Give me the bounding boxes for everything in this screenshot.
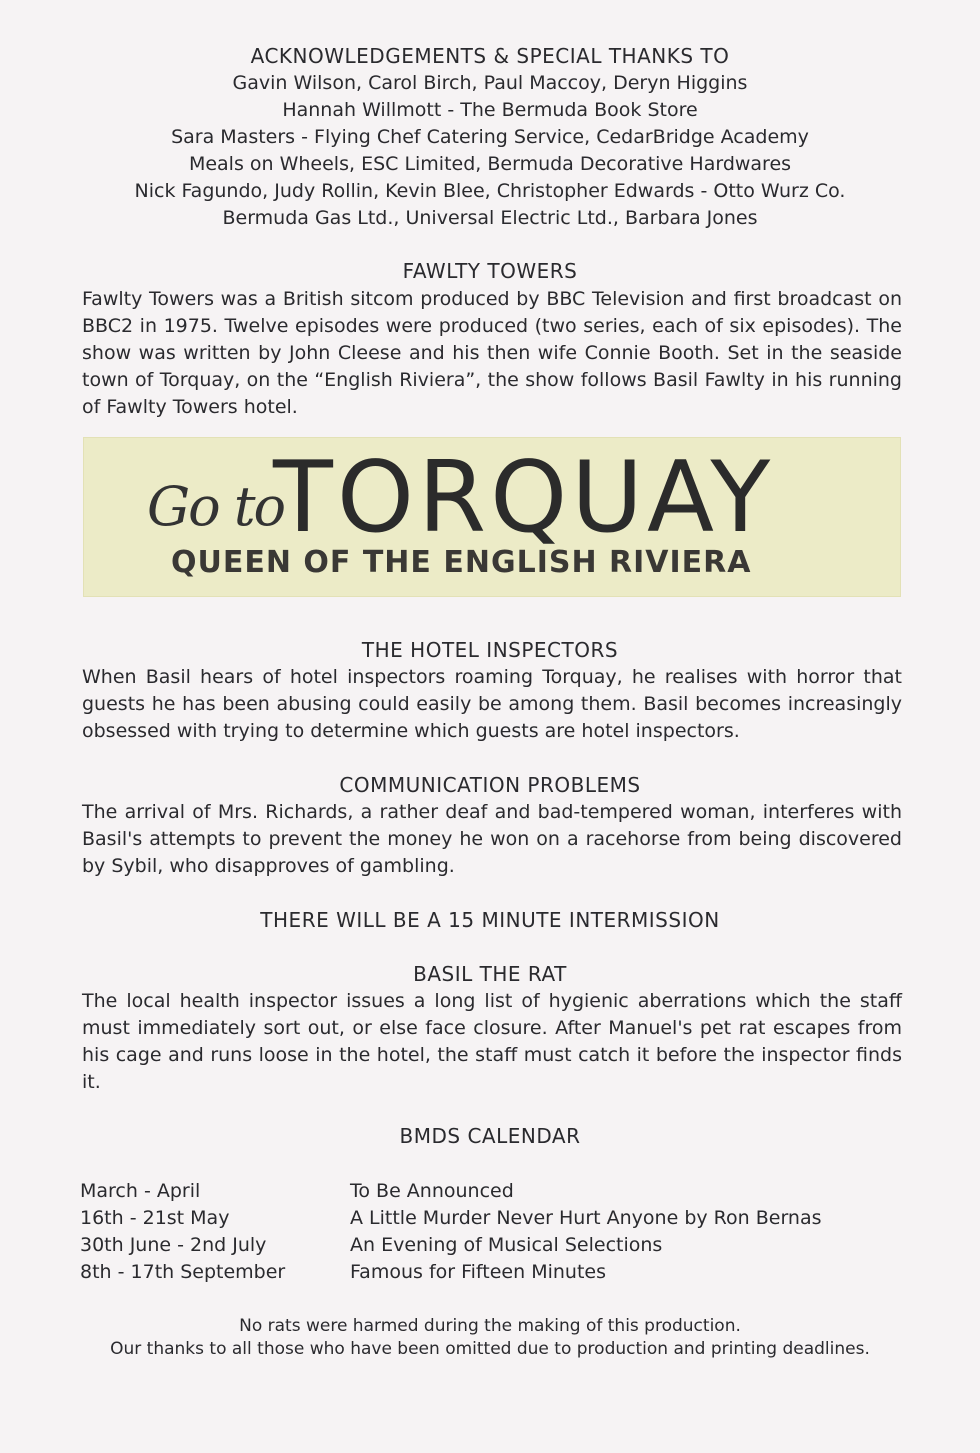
calendar-date: 8th - 17th September — [80, 1261, 286, 1283]
banner-goto-text: Go to — [147, 475, 285, 538]
calendar-row — [80, 1232, 910, 1259]
calendar-row — [80, 1178, 910, 1205]
footer-rats-note: No rats were harmed during the making of this production. — [239, 1316, 741, 1336]
fawlty-towers-text: Fawlty Towers was a British sitcom produced by BBC Television and first broadcast on BBC2 in 1975. Twelve episodes were produced (two series, each of six episodes). The show was written by John Cleese and his then wife Connie Booth. Set in the seaside town of Torquay, on the “English Riviera”, the show follows Basil Fawlty in his running of Fawlty Towers hotel. — [82, 288, 902, 418]
banner-city-text: TORQUAY — [273, 441, 775, 555]
calendar-row — [80, 1259, 910, 1286]
hotel-inspectors-text: When Basil hears of hotel inspectors roaming Torquay, he realises with horror that guests he has been abusing could easily be among them. Basil becomes increasingly obsessed with trying to determine which guests are hotel inspectors. — [82, 666, 902, 742]
communication-problems-title: COMMUNICATION PROBLEMS — [339, 773, 641, 797]
calendar-date: 30th June - 2nd July — [80, 1234, 267, 1256]
calendar-event: To Be Announced — [350, 1180, 514, 1202]
calendar-date: 16th - 21st May — [80, 1207, 230, 1229]
acknowledgements-line: Bermuda Gas Ltd., Universal Electric Ltd., Barbara Jones — [222, 207, 758, 229]
calendar-date: March - April — [80, 1180, 201, 1202]
hotel-inspectors-title: THE HOTEL INSPECTORS — [361, 638, 619, 662]
banner-subtitle-text: QUEEN OF THE ENGLISH RIVIERA — [171, 545, 752, 580]
calendar-row — [80, 1205, 910, 1232]
acknowledgements-line: Meals on Wheels, ESC Limited, Bermuda Decorative Hardwares — [188, 153, 792, 175]
basil-the-rat-title: BASIL THE RAT — [413, 962, 567, 986]
acknowledgements-line: Sara Masters - Flying Chef Catering Service, CedarBridge Academy — [171, 126, 809, 148]
acknowledgements-line: Gavin Wilson, Carol Birch, Paul Maccoy, Deryn Higgins — [232, 72, 748, 94]
torquay-banner-image — [83, 437, 901, 597]
calendar-event: An Evening of Musical Selections — [350, 1234, 663, 1256]
acknowledgements-title: ACKNOWLEDGEMENTS & SPECIAL THANKS TO — [250, 44, 730, 68]
acknowledgements-line: Nick Fagundo, Judy Rollin, Kevin Blee, Christopher Edwards - Otto Wurz Co. — [134, 180, 846, 202]
basil-the-rat-text: The local health inspector issues a long list of hygienic aberrations which the staff must immediately sort out, or else face closure. After Manuel's pet rat escapes from his cage and runs loose in the hotel, the staff must catch it before the inspector finds it. — [82, 990, 902, 1093]
fawlty-towers-title: FAWLTY TOWERS — [402, 259, 578, 283]
acknowledgements-list — [0, 70, 980, 232]
communication-problems-text: The arrival of Mrs. Richards, a rather deaf and bad-tempered woman, interferes with Basil's attempts to prevent the money he won on a racehorse from being discovered by Sybil, who disapproves of gambling. — [82, 801, 902, 877]
calendar-event: A Little Murder Never Hurt Anyone by Ron Bernas — [350, 1207, 822, 1229]
intermission-notice: THERE WILL BE A 15 MINUTE INTERMISSION — [260, 908, 720, 932]
footer-thanks-note: Our thanks to all those who have been omitted due to production and printing deadlines. — [110, 1339, 870, 1359]
acknowledgements-line: Hannah Willmott - The Bermuda Book Store — [282, 99, 698, 121]
calendar-title: BMDS CALENDAR — [399, 1124, 581, 1148]
calendar-event: Famous for Fifteen Minutes — [350, 1261, 606, 1283]
